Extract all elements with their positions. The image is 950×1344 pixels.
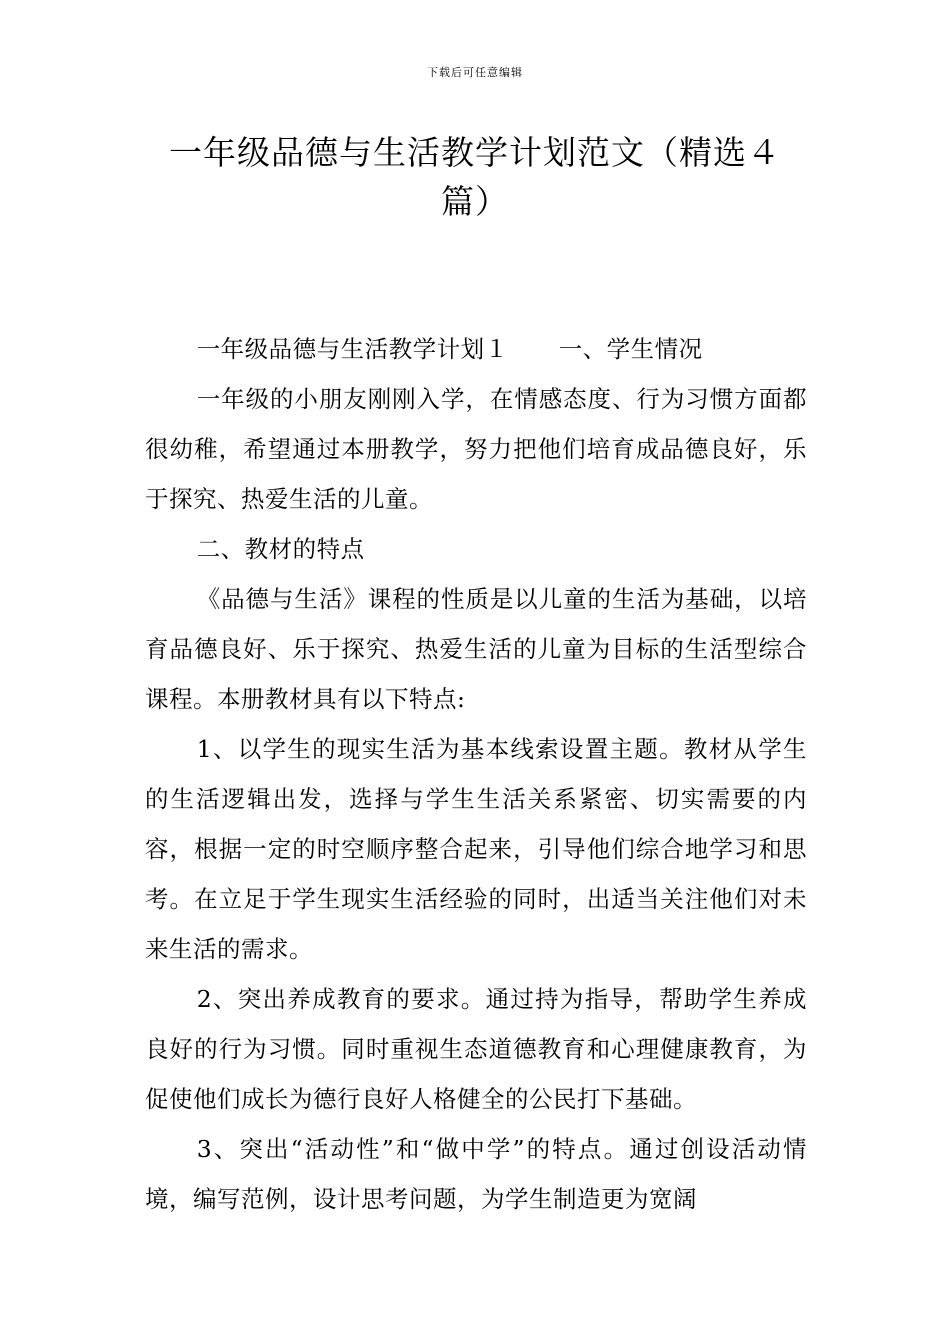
document-body bbox=[145, 324, 807, 1224]
plan-label: 一年级品德与生活教学计划１ bbox=[196, 335, 509, 363]
intro-line bbox=[145, 324, 807, 374]
section-heading-students: 一、学生情况 bbox=[558, 335, 703, 363]
paragraph-student-situation: 一年级的小朋友刚刚入学，在情感态度、行为习惯方面都很幼稚，希望通过本册教学，努力把他们培育成品德良好，乐于探究、热爱生活的儿童。 bbox=[145, 385, 807, 513]
section-heading-textbook: 二、教材的特点 bbox=[196, 535, 365, 563]
paragraph-feature-2: 2、突出养成教育的要求。通过持为指导，帮助学生养成良好的行为习惯。同时重视生态道德教育和心理健康教育，为促使他们成长为德行良好人格健全的公民打下基础。 bbox=[145, 985, 807, 1113]
header-note: 下载后可任意编辑 bbox=[427, 66, 523, 79]
paragraph-feature-3: 3、突出“活动性”和“做中学”的特点。通过创设活动情境，编写范例，设计思考问题，为学生制造更为宽阔 bbox=[145, 1135, 807, 1213]
document-title: 一年级品德与生活教学计划范文（精选４篇） bbox=[169, 133, 781, 221]
paragraph-course-nature: 《品德与生活》课程的性质是以儿童的生活为基础，以培育品德良好、乐于探究、热爱生活的儿童为目标的生活型综合课程。本册教材具有以下特点: bbox=[145, 585, 807, 713]
paragraph-feature-1: 1、以学生的现实生活为基本线索设置主题。教材从学生的生活逻辑出发，选择与学生生活关系紧密、切实需要的内容，根据一定的时空顺序整合起来，引导他们综合地学习和思考。在立足于学生现实生活经验的同时，出适当关注他们对未来生活的需求。 bbox=[145, 735, 807, 963]
